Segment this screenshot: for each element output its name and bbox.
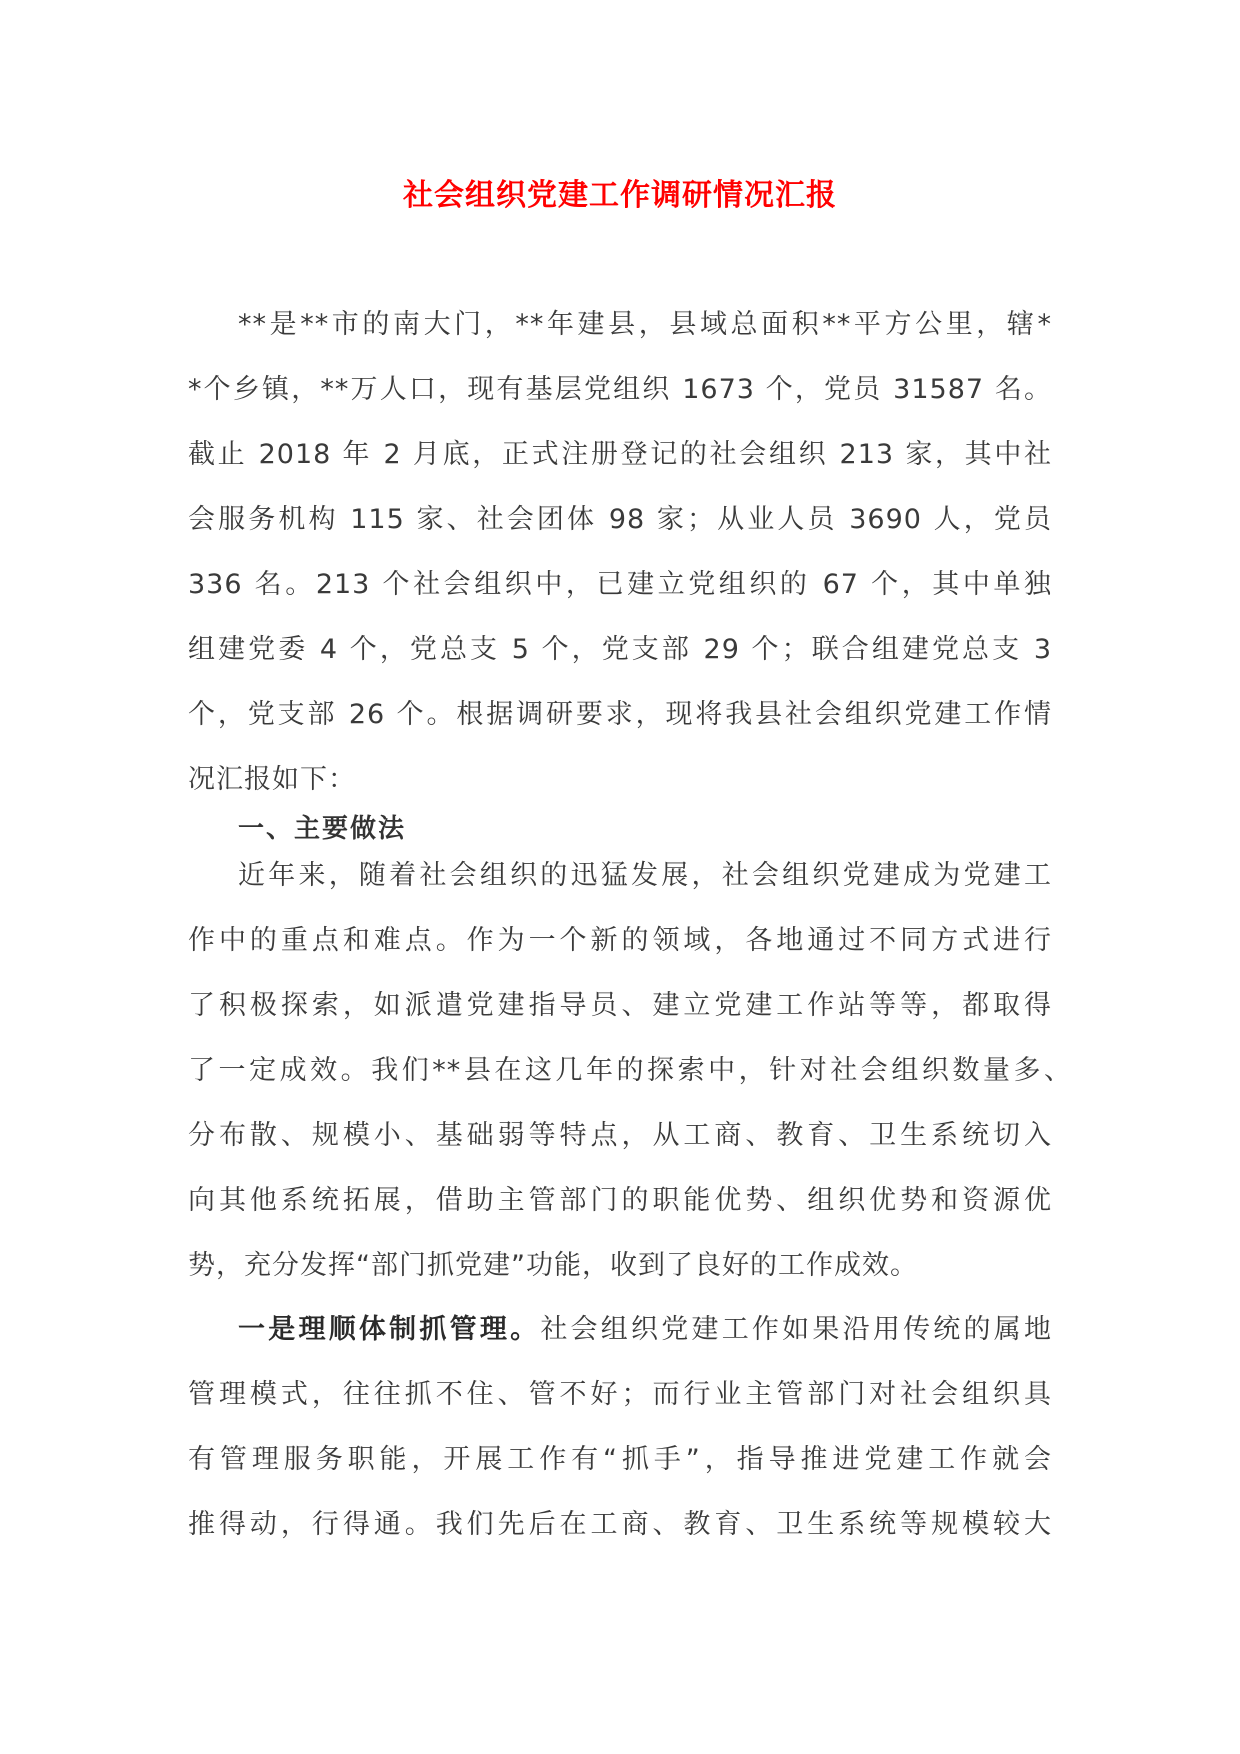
paragraph-line: 推得动，行得通。我们先后在工商、教育、卫生系统等规模较大: [188, 1509, 1052, 1540]
paragraph-line: 势，充分发挥“部门抓党建”功能，收到了良好的工作成效。: [188, 1250, 918, 1281]
paragraph-line: 况汇报如下：: [188, 764, 356, 795]
paragraph-line: 分布散、规模小、基础弱等特点，从工商、教育、卫生系统切入: [188, 1120, 1052, 1151]
paragraph-line: 组建党委 4 个，党总支 5 个，党支部 29 个；联合组建党总支 3: [188, 634, 1052, 665]
paragraph-line: 有管理服务职能，开展工作有“抓手”，指导推进党建工作就会: [188, 1444, 1052, 1475]
paragraph-line: 336 名。213 个社会组织中，已建立党组织的 67 个，其中单独: [188, 569, 1052, 600]
paragraph-line: 截止 2018 年 2 月底，正式注册登记的社会组织 213 家，其中社: [188, 439, 1052, 470]
paragraph-line: **是**市的南大门，**年建县，县域总面积**平方公里，辖*: [238, 309, 1052, 340]
paragraph-line: 了一定成效。我们**县在这几年的探索中，针对社会组织数量多、: [188, 1055, 1072, 1086]
paragraph-line: 作中的重点和难点。作为一个新的领域，各地通过不同方式进行: [188, 925, 1052, 956]
paragraph-line: [238, 1310, 1052, 1350]
paragraph-text: 社会组织党建工作如果沿用传统的属地: [540, 1314, 1053, 1345]
section-heading: 一、主要做法: [238, 814, 407, 844]
bold-lead-phrase: 一是理顺体制抓管理。: [238, 1314, 541, 1345]
paragraph-line: 向其他系统拓展，借助主管部门的职能优势、组织优势和资源优: [188, 1185, 1052, 1216]
paragraph-line: 管理模式，往往抓不住、管不好；而行业主管部门对社会组织具: [188, 1379, 1052, 1410]
paragraph-line: 近年来，随着社会组织的迅猛发展，社会组织党建成为党建工: [238, 860, 1052, 891]
paragraph-line: 个，党支部 26 个。根据调研要求，现将我县社会组织党建工作情: [188, 699, 1052, 730]
document-title: 社会组织党建工作调研情况汇报: [403, 178, 837, 213]
paragraph-line: 了积极探索，如派遣党建指导员、建立党建工作站等等，都取得: [188, 990, 1052, 1021]
paragraph-line: *个乡镇，**万人口，现有基层党组织 1673 个，党员 31587 名。: [188, 374, 1052, 405]
paragraph-line: 会服务机构 115 家、社会团体 98 家；从业人员 3690 人，党员: [188, 504, 1052, 535]
